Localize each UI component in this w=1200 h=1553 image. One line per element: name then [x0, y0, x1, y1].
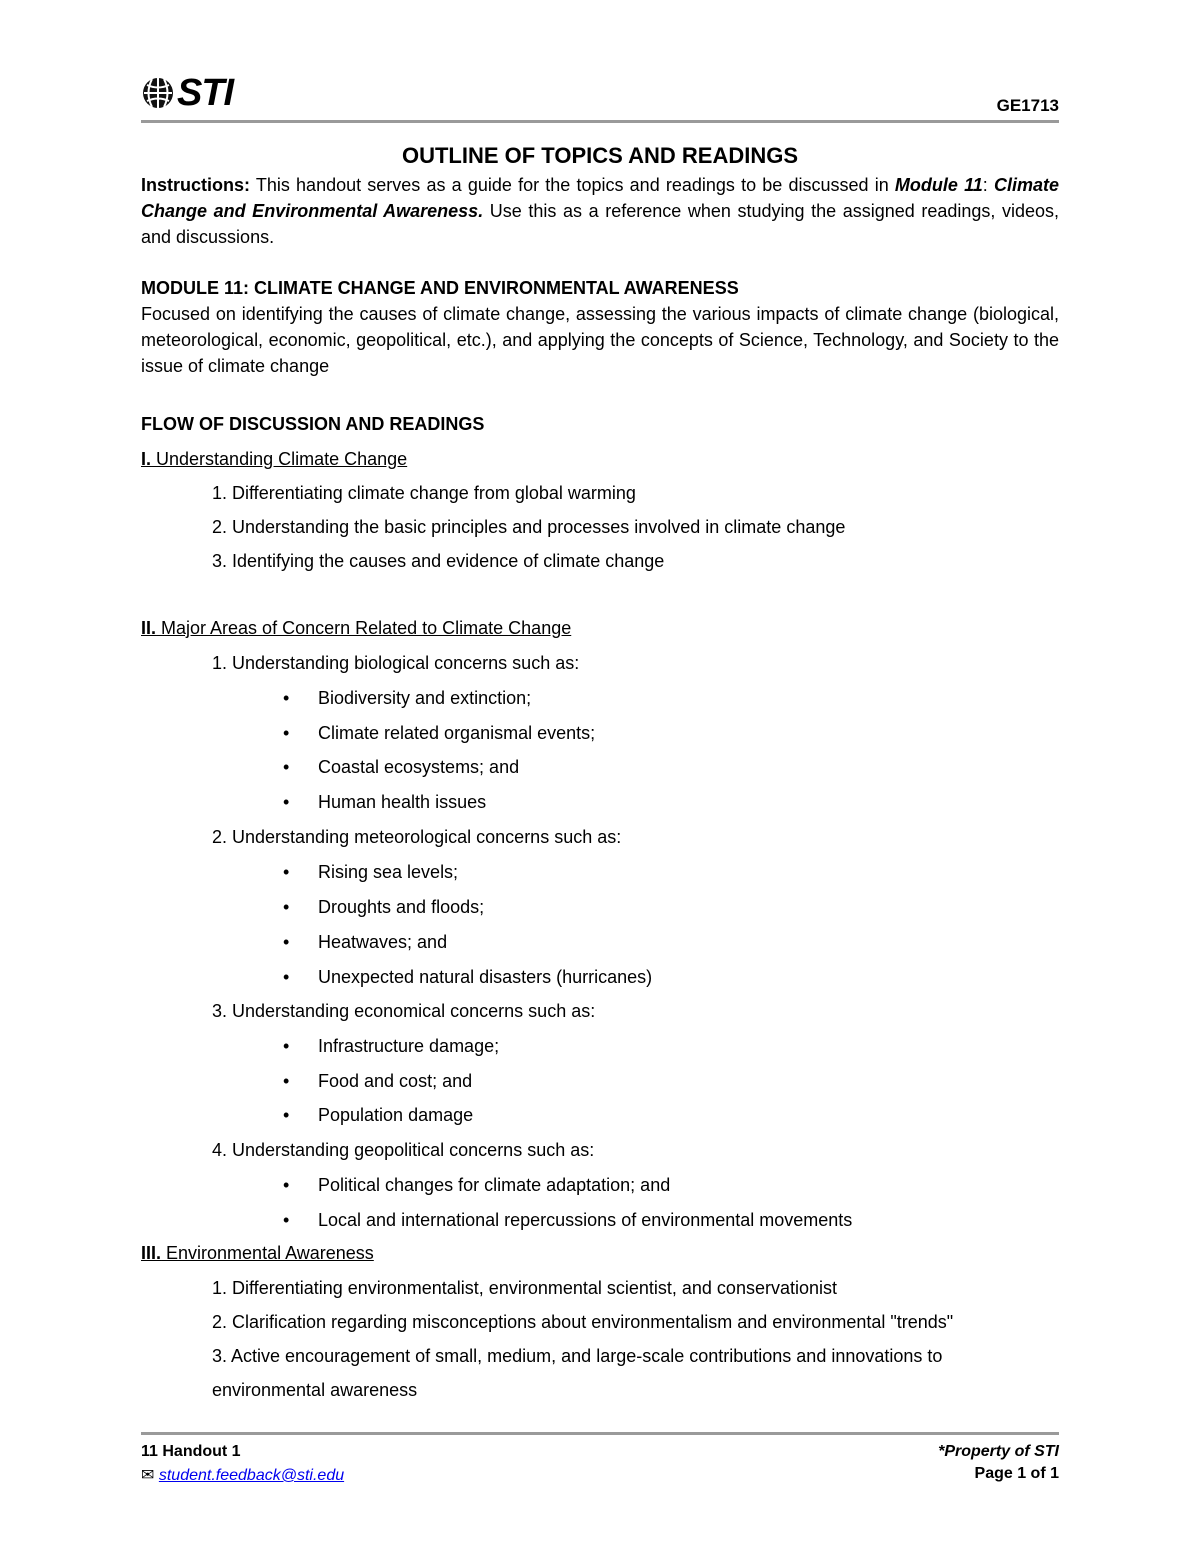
bullet: • — [283, 792, 290, 812]
list-item: 1. Understanding biological concerns such as: — [212, 653, 580, 673]
bullet: • — [283, 1071, 290, 1091]
bullet-item: Unexpected natural disasters (hurricanes) — [318, 967, 653, 987]
bullet: • — [283, 1210, 290, 1230]
footer-email-line — [141, 1465, 344, 1485]
footer-divider — [141, 1432, 1059, 1435]
instructions-text-b: : — [982, 175, 994, 195]
list-item: 3. Understanding economical concerns such as: — [212, 1001, 596, 1021]
document-code: GE1713 — [996, 96, 1059, 115]
bullet-item: Political changes for climate adaptation; and — [318, 1175, 671, 1195]
section-roman: II. — [141, 618, 157, 638]
section-title: Environmental Awareness — [161, 1243, 374, 1263]
bullet-item: Rising sea levels; — [318, 862, 459, 882]
section-heading-1 — [141, 449, 407, 470]
instructions-label: Instructions: — [141, 175, 251, 195]
instructions-text-a: This handout serves as a guide for the topics and readings to be discussed in — [250, 175, 895, 195]
list-item-continuation: environmental awareness — [212, 1380, 418, 1400]
list-item: 3. Identifying the causes and evidence of climate change — [212, 551, 665, 571]
module-name: Climate Change and Environmental Awareness. — [141, 175, 1059, 221]
section-roman: III. — [141, 1243, 162, 1263]
bullet: • — [283, 1105, 290, 1125]
header-divider — [141, 120, 1059, 123]
globe-icon — [141, 76, 175, 110]
section-heading-2 — [141, 618, 571, 639]
bullet-item: Coastal ecosystems; and — [318, 757, 520, 777]
section-title: Understanding Climate Change — [151, 449, 408, 469]
logo-text: STI — [177, 72, 234, 114]
envelope-icon: ✉ — [141, 1467, 155, 1484]
bullet: • — [283, 932, 290, 952]
page-title: OUTLINE OF TOPICS AND READINGS — [401, 143, 799, 168]
bullet: • — [283, 757, 290, 777]
bullet: • — [283, 688, 290, 708]
bullet-item: Droughts and floods; — [318, 897, 485, 917]
section-heading-3 — [141, 1243, 374, 1264]
instructions-text-c: Use this as a reference when studying the assigned readings, videos, and discussions. — [141, 201, 1060, 247]
list-item: 2. Understanding the basic principles and processes involved in climate change — [212, 517, 846, 537]
module-description: Focused on identifying the causes of climate change, assessing the various impacts of climate change (biological, meteorological, economic, geopolitical, etc.), and applying the concepts of Science, Technology, and Society to the issue of climate change — [141, 304, 1059, 376]
bullet-item: Heatwaves; and — [318, 932, 448, 952]
bullet-item: Climate related organismal events; — [318, 723, 596, 743]
module-ref: Module 11 — [894, 175, 983, 195]
bullet-item: Local and international repercussions of environmental movements — [318, 1210, 853, 1230]
list-item: 2. Clarification regarding misconceptions about environmentalism and environmental "trends" — [212, 1312, 954, 1332]
flow-heading: FLOW OF DISCUSSION AND READINGS — [141, 414, 485, 434]
bullet-item: Biodiversity and extinction; — [318, 688, 532, 708]
bullet: • — [283, 862, 290, 882]
page-number: Page 1 of 1 — [974, 1465, 1059, 1482]
list-item: 2. Understanding meteorological concerns such as: — [212, 827, 622, 847]
bullet: • — [283, 897, 290, 917]
feedback-email-link[interactable]: student.feedback@sti.edu — [158, 1467, 345, 1484]
module-heading: MODULE 11: CLIMATE CHANGE AND ENVIRONMENTAL AWARENESS — [141, 278, 739, 298]
list-item: 3. Active encouragement of small, medium, and large-scale contributions and innovations to — [212, 1346, 943, 1366]
sti-logo — [141, 74, 233, 112]
bullet-item: Infrastructure damage; — [318, 1036, 500, 1056]
bullet-item: Food and cost; and — [318, 1071, 473, 1091]
handout-label: 11 Handout 1 — [141, 1443, 241, 1460]
bullet-item: Population damage — [318, 1105, 474, 1125]
list-item: 1. Differentiating climate change from global warming — [212, 483, 636, 503]
section-roman: I. — [141, 449, 152, 469]
instructions-paragraph — [141, 172, 1059, 250]
property-label: *Property of STI — [938, 1443, 1059, 1460]
bullet: • — [283, 967, 290, 987]
list-item: 1. Differentiating environmentalist, environmental scientist, and conservationist — [212, 1278, 837, 1298]
list-item: 4. Understanding geopolitical concerns such as: — [212, 1140, 595, 1160]
bullet: • — [283, 1175, 290, 1195]
bullet: • — [283, 723, 290, 743]
bullet-item: Human health issues — [318, 792, 487, 812]
bullet: • — [283, 1036, 290, 1056]
section-title: Major Areas of Concern Related to Climate Change — [156, 618, 572, 638]
